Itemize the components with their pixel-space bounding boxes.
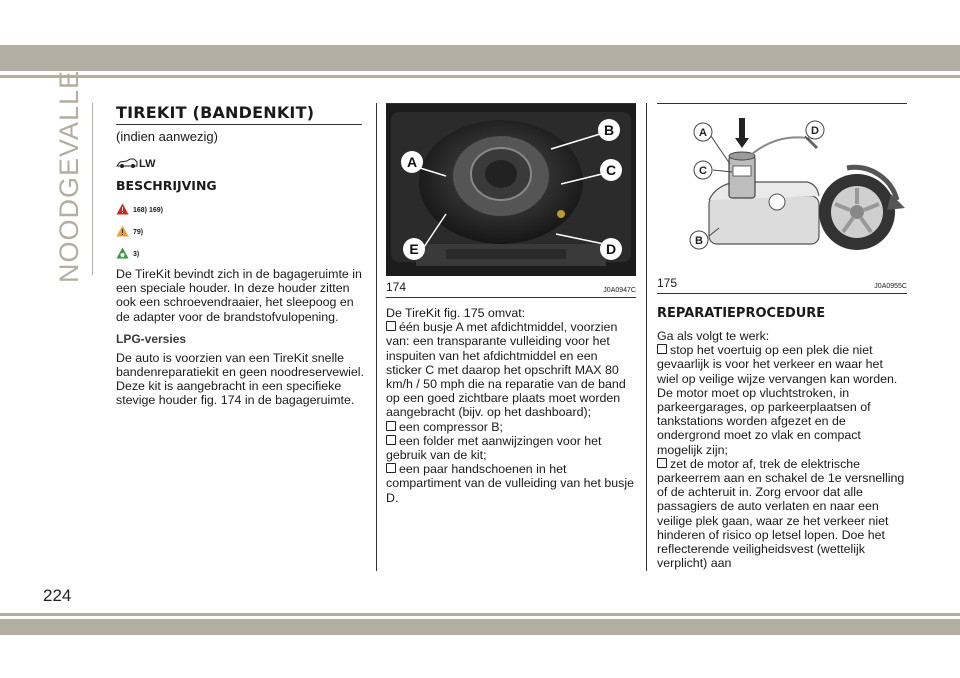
header-band: [0, 45, 960, 71]
warning-ref-danger: [116, 201, 366, 215]
page-title: TIREKIT (BANDENKIT): [116, 103, 362, 125]
heading-lpg: LPG-versies: [116, 331, 187, 346]
kit-intro: De TireKit fig. 175 omvat:: [386, 306, 526, 320]
list-item: [386, 462, 636, 505]
warning-ref-text: 79): [133, 229, 144, 236]
paragraph-lpg: De auto is voorzien van een TireKit snelle bandenreparatiekit en geen noodreservewiel. Deze kit is aangebracht in een specifieke stevige houder fig. 174 in de bagageruimte.: [116, 350, 364, 408]
vehicle-version-icon: [116, 154, 366, 170]
list-item: [386, 420, 636, 434]
figure-label: E: [409, 241, 419, 257]
red-danger-triangle-icon: [116, 203, 129, 215]
section-tab-label: NOODGEVALLEN: [54, 49, 84, 283]
warning-ref-text: 168) 169): [133, 207, 163, 214]
figure-174-caption: [386, 280, 636, 298]
warning-ref-caution: [116, 223, 366, 237]
heading-description: BESCHRIJVING: [116, 178, 217, 193]
figure-label: A: [699, 127, 707, 139]
column-repair-procedure: [657, 103, 907, 570]
list-item-text: zet de motor af, trek de elektrische parkeerrem aan en schakel de 1e versnelling of de achteruit in. Zorg ervoor dat alle passagiers de auto verlaten en naar een veilige plek gaan, waar ze het verkeer niet hinderen of risico op letsel lopen. Doe het reflecterende veiligheidsvest (wettelijk verplicht) aan: [657, 456, 905, 571]
svg-text:LW: LW: [139, 158, 156, 170]
page-number: 224: [43, 586, 72, 605]
figure-175-caption: [657, 276, 907, 294]
figure-code: J0A0947C: [603, 287, 636, 294]
footer-rule: [0, 613, 960, 616]
figure-label: B: [603, 122, 615, 138]
checkbox-bullet-icon: [657, 344, 667, 354]
column-description: [116, 103, 366, 408]
checkbox-bullet-icon: [386, 435, 396, 445]
list-item: [657, 343, 907, 457]
green-environment-triangle-icon: [116, 247, 129, 259]
list-item-text: een paar handschoenen in het compartiment van de vulleiding van het busje D.: [386, 462, 634, 505]
warning-ref-environment: [116, 245, 366, 259]
figure-label: D: [605, 241, 617, 257]
figure-label: D: [811, 125, 819, 137]
figure-label: C: [605, 162, 617, 178]
list-item-text: een folder met aanwijzingen voor het gebruik van de kit;: [386, 433, 602, 463]
column-divider: [376, 103, 377, 571]
warning-ref-text: 3): [133, 251, 140, 258]
orange-caution-triangle-icon: [116, 225, 129, 237]
section-tab-rule: [92, 103, 93, 275]
figure-number: 174: [386, 280, 407, 294]
list-item: [386, 434, 636, 462]
paragraph-location: De TireKit bevindt zich in de bagageruimte in een speciale houder. In deze houder zitten ook een schroevendraaier, het sleepoog en de adapter voor de brandstofvulopening.: [116, 267, 362, 324]
figure-number: 175: [657, 276, 678, 290]
page-subtitle: (indien aanwezig): [116, 129, 218, 144]
column-kit-contents: [386, 103, 636, 505]
list-item-text: één busje A met afdichtmiddel, voorzien van: een transparante vulleiding voor het inspuiten van het afdichtmiddel en een sticker C met daarop het opschrift MAX 80 km/h / 50 mph die na reparatie van de band op een goed zichtbare plaats moet worden aangebracht (bijv. op het dashboard);: [386, 320, 626, 420]
checkbox-bullet-icon: [386, 463, 396, 473]
list-item: [657, 457, 907, 571]
column-divider: [646, 103, 647, 571]
figure-label: B: [695, 235, 703, 247]
checkbox-bullet-icon: [657, 458, 667, 468]
figure-code: J0A0955C: [874, 283, 907, 290]
figure-label: C: [699, 165, 707, 177]
list-item: [386, 320, 636, 419]
figure-174-photo: [386, 103, 636, 276]
figure-label: A: [406, 154, 418, 170]
procedure-intro: Ga als volgt te werk:: [657, 329, 770, 343]
header-rule: [0, 75, 960, 78]
checkbox-bullet-icon: [386, 421, 396, 431]
footer-band: [0, 619, 960, 635]
checkbox-bullet-icon: [386, 321, 396, 331]
figure-175-illustration: [657, 103, 907, 272]
list-item-text: een compressor B;: [399, 419, 503, 434]
list-item-text: stop het voertuig op een plek die niet gevaarlijk is voor het verkeer en waar het wiel op veilige wijze vervangen kan worden. De motor moet op vluchtstroken, in parkeergarages, op parkeerplaatsen of tankstations worden afgezet en de ondergrond moet zo vlak en compact mogelijk zijn;: [657, 343, 898, 457]
heading-repair-procedure: REPARATIEPROCEDURE: [657, 306, 826, 321]
